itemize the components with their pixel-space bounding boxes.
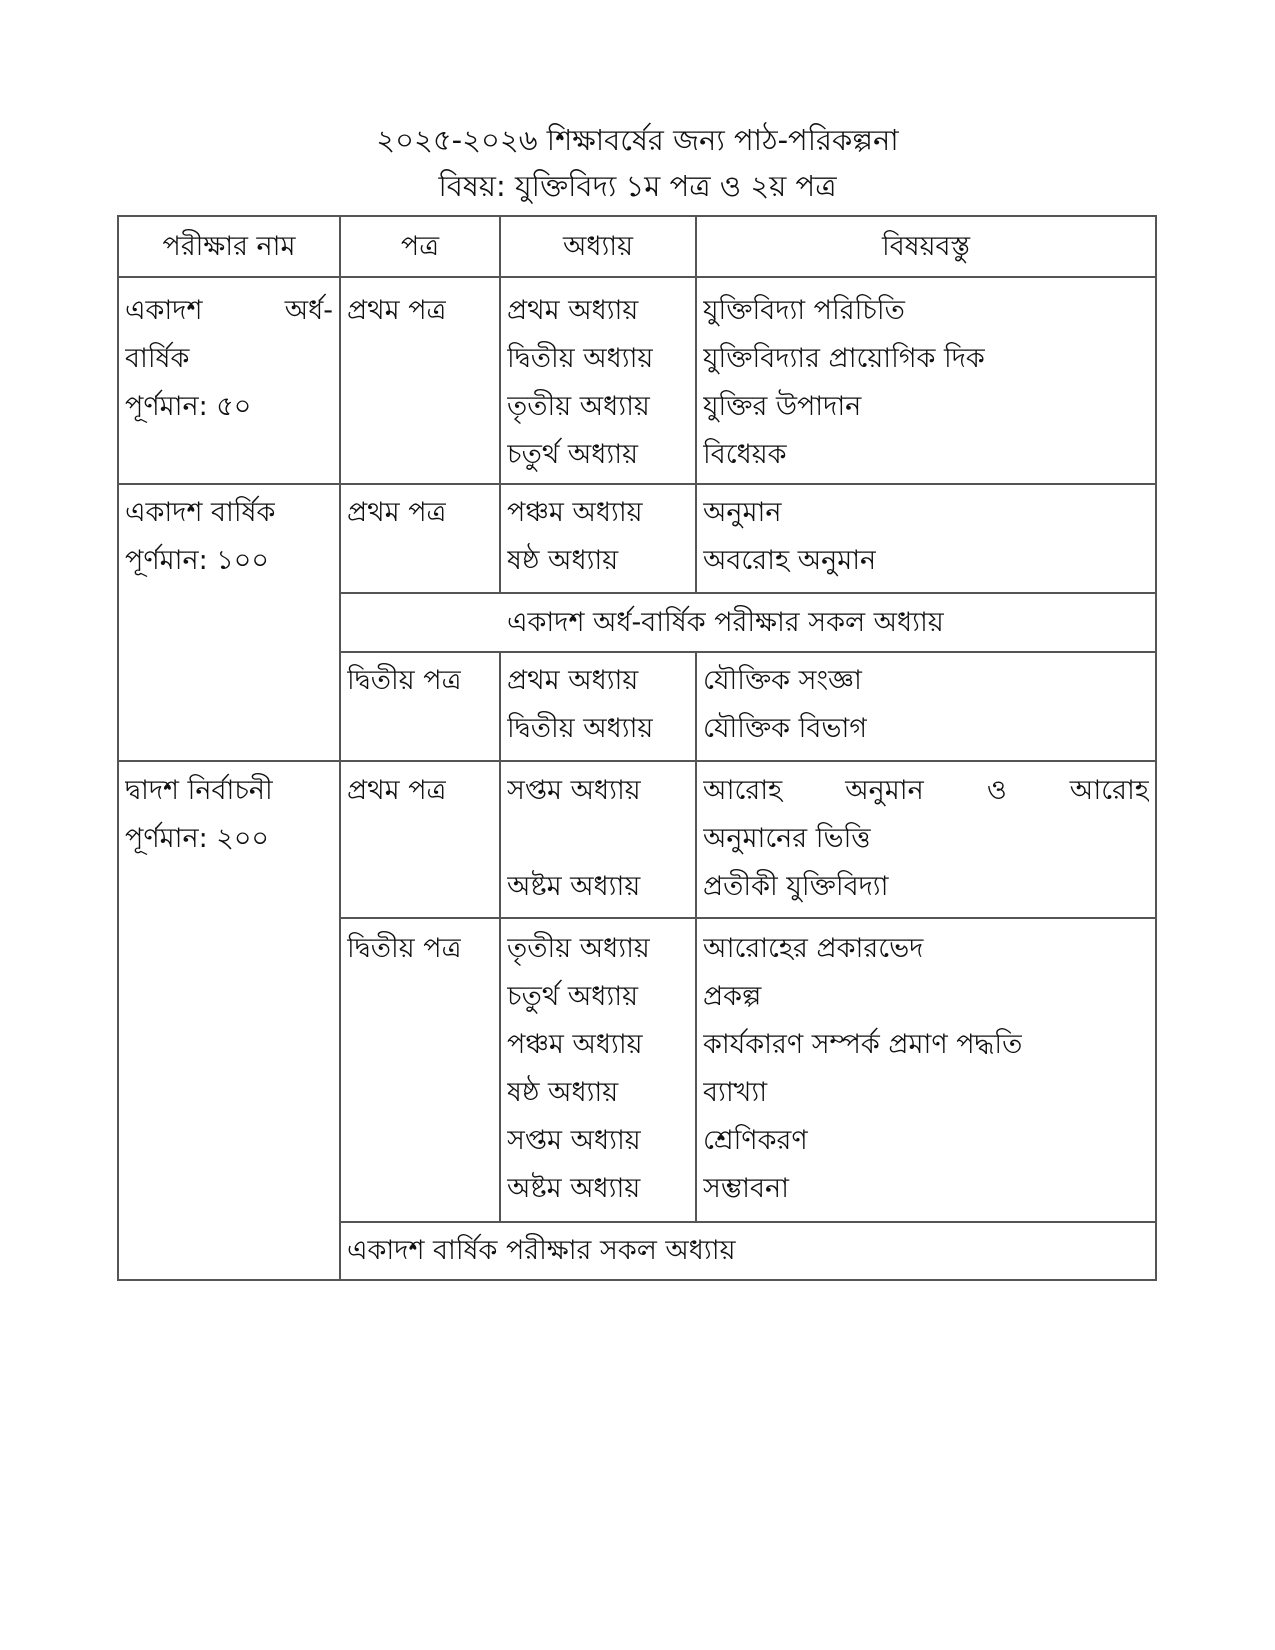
topic-item: প্রতীকী যুক্তিবিদ্যা	[703, 871, 889, 902]
document-subtitle: বিষয়: যুক্তিবিদ্য ১ম পত্র ও ২য় পত্র	[438, 169, 837, 203]
topic-item: অনুমান	[703, 497, 782, 528]
chapter-item: তৃতীয় অধ্যায়	[507, 391, 650, 422]
topic-item: অনুমানের ভিত্তি	[703, 823, 871, 854]
topic-list	[703, 925, 1022, 1213]
column-divider	[499, 651, 501, 1222]
topic-list	[703, 489, 876, 585]
row-divider	[339, 651, 1157, 653]
paper-label: প্রথম পত্র	[347, 775, 447, 806]
chapter-item: ষষ্ঠ অধ্যায়	[507, 545, 619, 576]
chapter-item: ষষ্ঠ অধ্যায়	[507, 1077, 619, 1108]
column-divider	[339, 215, 341, 1281]
row-divider	[117, 483, 1157, 485]
chapter-item: তৃতীয় অধ্যায়	[507, 933, 650, 964]
lesson-plan-table	[117, 215, 1157, 1280]
row-divider	[339, 592, 1157, 594]
exam-name-word: অর্ধ-	[284, 295, 333, 326]
topic-list	[703, 767, 1149, 911]
chapter-list	[507, 657, 653, 753]
paper-label: দ্বিতীয় পত্র	[347, 933, 462, 964]
exam-name-yearly	[125, 489, 275, 585]
paper-label: প্রথম পত্র	[347, 497, 447, 528]
topic-item: অবরোহ অনুমান	[703, 545, 877, 576]
column-divider	[695, 651, 697, 1222]
chapter-item: পঞ্চম অধ্যায়	[507, 497, 643, 528]
table-border-right	[1155, 215, 1157, 1281]
chapter-item: সপ্তম অধ্যায়	[507, 775, 641, 806]
paper-label: দ্বিতীয় পত্র	[347, 665, 462, 696]
topic-list	[703, 287, 985, 479]
topic-item: যুক্তিবিদ্যার প্রায়োগিক দিক	[703, 343, 985, 374]
topic-item: বিধেয়ক	[703, 439, 787, 470]
header-paper: পত্র	[400, 231, 440, 262]
chapter-item: প্রথম অধ্যায়	[507, 665, 639, 696]
header-exam-name: পরীক্ষার নাম	[162, 231, 296, 262]
topic-word: আরোহ	[703, 775, 783, 806]
chapter-item: অষ্টম অধ্যায়	[507, 1173, 641, 1204]
chapter-item: দ্বিতীয় অধ্যায়	[507, 343, 654, 374]
topic-item: যুক্তির উপাদান	[703, 391, 862, 422]
topic-item: সম্ভাবনা	[703, 1173, 789, 1204]
header-chapter: অধ্যায়	[562, 231, 634, 262]
topic-item: যৌক্তিক সংজ্ঞা	[703, 665, 862, 696]
chapter-list	[507, 925, 650, 1213]
chapter-item: দ্বিতীয় অধ্যায়	[507, 713, 654, 744]
table-border-bottom	[117, 1279, 1157, 1281]
chapter-list	[507, 489, 643, 585]
full-marks: পূর্ণমান: ৫০	[125, 391, 252, 422]
exam-name-line: দ্বাদশ নির্বাচনী	[125, 775, 273, 806]
chapter-item: চতুর্থ অধ্যায়	[507, 439, 638, 470]
row-divider	[339, 917, 1157, 919]
topic-word: অনুমান	[845, 775, 924, 806]
full-marks: পূর্ণমান: ১০০	[125, 545, 269, 576]
topic-list	[703, 657, 867, 753]
table-border-left	[117, 215, 119, 1281]
topic-item: শ্রেণিকরণ	[703, 1125, 808, 1156]
exam-name-test	[125, 767, 273, 863]
topic-item: প্রকল্প	[703, 981, 762, 1012]
exam-name-half-yearly	[125, 287, 333, 431]
chapter-item: সপ্তম অধ্যায়	[507, 1125, 641, 1156]
row-divider	[117, 760, 1157, 762]
header-content: বিষয়বস্তু	[882, 231, 970, 262]
row-divider	[339, 1221, 1157, 1223]
chapter-list	[507, 767, 641, 911]
topic-item: কার্যকারণ সম্পর্ক প্রমাণ পদ্ধতি	[703, 1029, 1023, 1060]
document-title: ২০২৫-২০২৬ শিক্ষাবর্ষের জন্য পাঠ-পরিকল্পনা	[376, 123, 899, 157]
topic-item: ব্যাখ্যা	[703, 1077, 768, 1108]
syllabus-note: একাদশ অর্ধ-বার্ষিক পরীক্ষার সকল অধ্যায়	[507, 607, 944, 638]
topic-item: যৌক্তিক বিভাগ	[703, 713, 868, 744]
topic-word: আরোহ	[1069, 775, 1149, 806]
chapter-list	[507, 287, 653, 479]
exam-name-line: একাদশ বার্ষিক	[125, 497, 276, 528]
exam-name-word: একাদশ	[125, 295, 203, 326]
chapter-item: প্রথম অধ্যায়	[507, 295, 639, 326]
chapter-item: চতুর্থ অধ্যায়	[507, 981, 638, 1012]
paper-label: প্রথম পত্র	[347, 295, 447, 326]
syllabus-note: একাদশ বার্ষিক পরীক্ষার সকল অধ্যায়	[347, 1235, 736, 1266]
exam-name-line: বার্ষিক	[125, 343, 190, 374]
topic-item: যুক্তিবিদ্যা পরিচিতি	[703, 295, 905, 326]
chapter-item: পঞ্চম অধ্যায়	[507, 1029, 643, 1060]
chapter-item: অষ্টম অধ্যায়	[507, 871, 641, 902]
topic-item: আরোহের প্রকারভেদ	[703, 933, 924, 964]
full-marks: পূর্ণমান: ২০০	[125, 823, 269, 854]
topic-word: ও	[986, 775, 1007, 806]
